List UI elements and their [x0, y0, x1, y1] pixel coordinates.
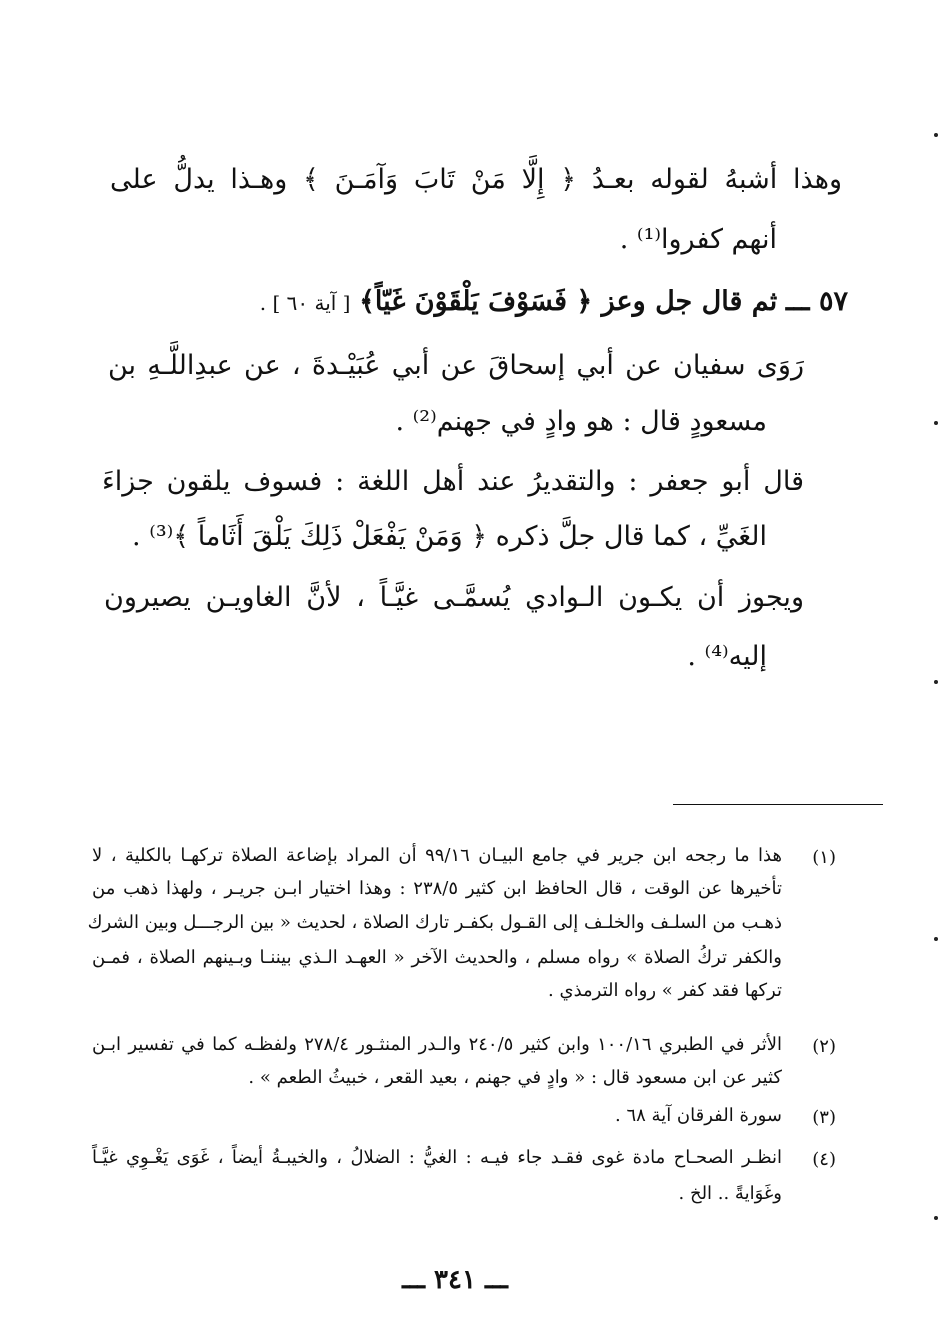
body-line-1: وهذا أشبهُ لقوله بعـدُ ﴿ إِلَّا مَنْ تَابَ وَآمَـنَ ﴾ وهـذا يدلُّ على — [110, 164, 842, 195]
footnote-2-number: (٢) — [812, 1036, 836, 1057]
verse-number: ٥٧ ـــ — [785, 286, 848, 317]
footnote-1-line-1: هذا ما رجحه ابن جرير في جامع البيـان ٩٩/١٦ أن المراد بإضاعة الصلاة تركهـا بالكلية ، لا — [92, 845, 782, 866]
footnote-1-line-3: ذهـب من السلـف والخلـف إلى القـول بكفـر تارك الصلاة ، لحديث « بين الرجـــل وبين الشرك — [87, 912, 782, 933]
verse-heading-text: ثم قال جل وعز ﴿ فَسَوْفَ يَلْقَوْنَ غَيّاً﴾ — [359, 286, 778, 317]
footnote-3-line-1: سورة الفرقان آية ٦٨ . — [615, 1105, 782, 1126]
footnote-1-number: (١) — [812, 847, 836, 868]
body-line-2: أنهم كفروا⁽¹⁾ . — [619, 224, 777, 255]
footnote-1-line-2: تأخيرها عن الوقت ، قال الحافظ ابن كثير ٢٣٨/٥ : وهذا اختيار ابـن جريـر ، ولهذا ذهب من — [92, 878, 782, 899]
footnote-separator — [673, 804, 883, 805]
body-line-9: إليه⁽⁴⁾ . — [687, 641, 767, 672]
scan-mark — [934, 133, 938, 137]
footnote-3-number: (٣) — [812, 1107, 836, 1128]
body-line-6: قال أبو جعفر : والتقديرُ عند أهل اللغة : فسوف يلقون جزاءَ — [102, 466, 804, 497]
footnote-4-line-2: وغَوَايةً .. الخ . — [678, 1183, 782, 1204]
footnote-2-line-1: الأثر في الطبري ١٠٠/١٦ وابن كثير ٢٤٠/٥ والـدر المنثـور ٢٧٨/٤ ولفظـه كما في تفسير ابـن — [92, 1034, 783, 1055]
body-line-7: الغَيِّ ، كما قال جلَّ ذكره ﴿ وَمَنْ يَفْعَلْ ذَلِكَ يَلْقَ أَثَاماً ﴾⁽³⁾ . — [132, 521, 767, 552]
verse-heading-57 — [248, 282, 848, 322]
page-number: ـــ ٣٤١ ـــ — [402, 1265, 508, 1295]
verse-reference: [ آية ٦٠ ] . — [259, 291, 351, 315]
body-line-4: رَوَى سفيان عن أبي إسحاقَ عن أبي عُبَيْـدةَ ، عن عبدِاللَّـهِ بن — [108, 350, 804, 381]
footnote-1-line-5: تركها فقد كفر » رواه الترمذي . — [548, 980, 782, 1001]
scan-mark — [934, 1216, 938, 1220]
scan-mark — [934, 421, 938, 425]
footnote-1-line-4: والكفر تركُ الصلاة » رواه مسلم ، والحديث الآخر « العهـد الـذي بيننـا وبـينهم الصلاة ، فمـن — [92, 947, 782, 968]
body-line-5: مسعودٍ قال : هو وادٍ في جهنم⁽²⁾ . — [395, 406, 767, 437]
scan-mark — [934, 937, 938, 941]
footnote-4-number: (٤) — [812, 1149, 836, 1170]
scan-mark — [934, 680, 938, 684]
footnote-4-line-1: انظـر الصحـاح مادة غوى فقـد جاء فيـه : الغيُّ : الضلالُ ، والخيبـةُ أيضاً ، غَوَى يَغْـوِي غيَّـاً — [92, 1147, 782, 1168]
body-line-8: ويجوز أن يكـون الـوادي يُسمَّـى غيَّـاً ، لأنَّ الغاويـن يصيرون — [104, 582, 804, 613]
footnote-2-line-2: كثير عن ابن مسعود قال : « وادٍ في جهنم ، بعيد القعر ، خبيثُ الطعم » . — [248, 1067, 782, 1088]
